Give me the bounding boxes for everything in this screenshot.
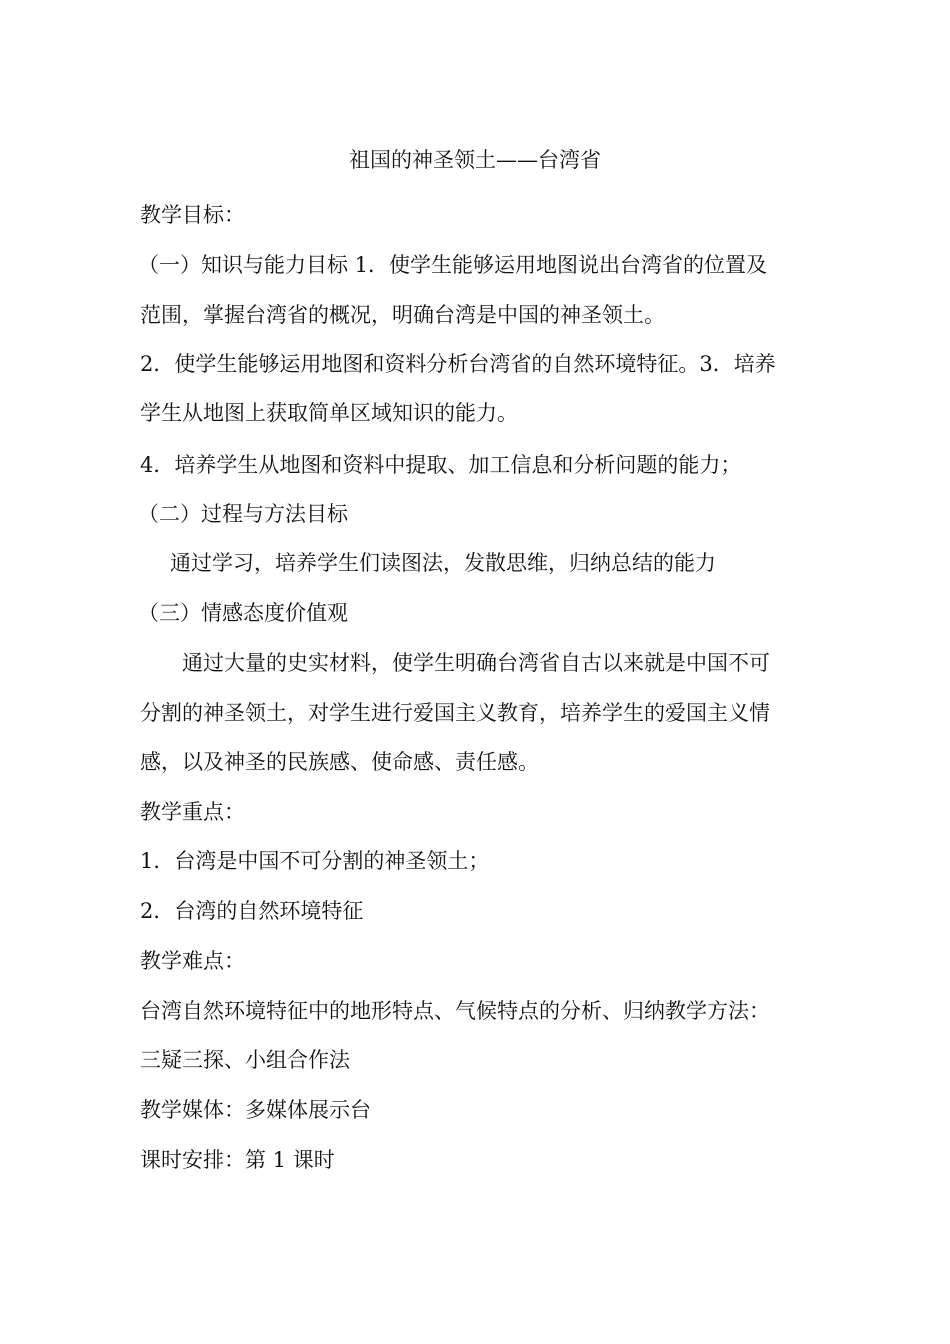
- paragraph-line: 分割的神圣领土，对学生进行爱国主义教育，培养学生的爱国主义情: [140, 701, 770, 725]
- paragraph-line: 感，以及神圣的民族感、使命感、责任感。: [140, 750, 539, 774]
- paragraph-line: 课时安排：第 1 课时: [140, 1148, 335, 1172]
- subsection-heading: （三）情感态度价值观: [138, 601, 348, 625]
- paragraph-line: 学生从地图上获取简单区域知识的能力。: [140, 401, 518, 425]
- paragraph-line: 教学媒体：多媒体展示台: [140, 1098, 371, 1122]
- paragraph-line: 三疑三探、小组合作法: [140, 1048, 350, 1072]
- section-heading-objectives: 教学目标：: [140, 203, 245, 227]
- paragraph-line: （一）知识与能力目标 1．使学生能够运用地图说出台湾省的位置及: [138, 253, 768, 277]
- paragraph-line: 2．台湾的自然环境特征: [140, 899, 364, 923]
- paragraph-line: 范围，掌握台湾省的概况，明确台湾是中国的神圣领土。: [140, 303, 665, 327]
- paragraph-line: 2．使学生能够运用地图和资料分析台湾省的自然环境特征。3．培养: [140, 352, 776, 376]
- subsection-heading: （二）过程与方法目标: [138, 502, 348, 526]
- paragraph-line: 通过学习，培养学生们读图法，发散思维，归纳总结的能力: [170, 551, 716, 575]
- document-title: 祖国的神圣领土——台湾省: [349, 148, 601, 172]
- section-heading-key-points: 教学重点：: [140, 800, 245, 824]
- paragraph-line: 通过大量的史实材料，使学生明确台湾省自古以来就是中国不可: [182, 651, 770, 675]
- paragraph-line: 4．培养学生从地图和资料中提取、加工信息和分析问题的能力；: [140, 453, 742, 477]
- section-heading-difficulties: 教学难点：: [140, 949, 245, 973]
- paragraph-line: 1．台湾是中国不可分割的神圣领土；: [140, 849, 490, 873]
- paragraph-line: 台湾自然环境特征中的地形特点、气候特点的分析、归纳教学方法：: [140, 999, 770, 1023]
